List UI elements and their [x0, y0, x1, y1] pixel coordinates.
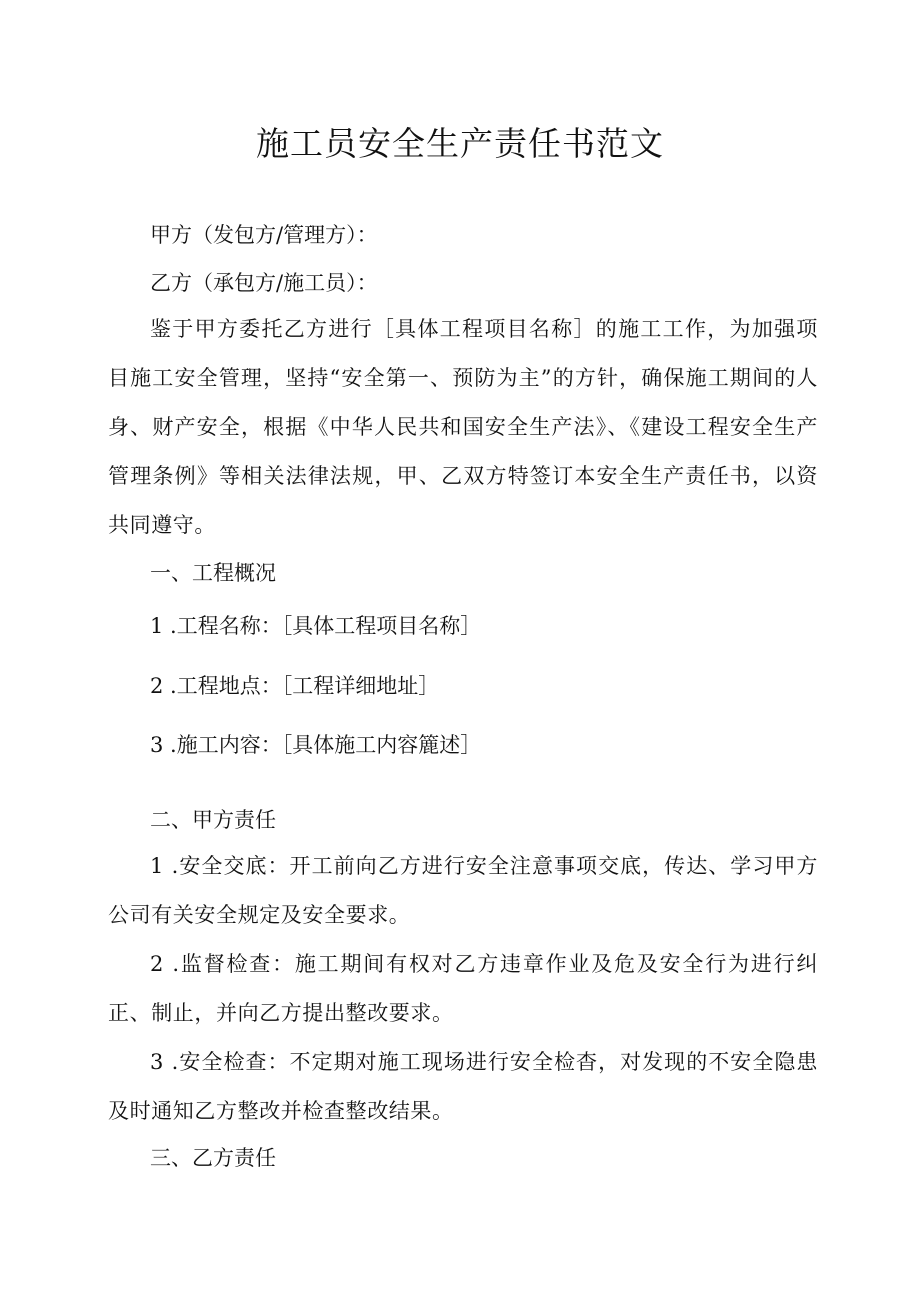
party-a-item-safety-briefing: 1 .安全交底：开工前向乙方进行安全注意事项交底，传达、学习甲方公司有关安全规定及安全要求。 [108, 854, 818, 927]
overview-item-project-name: 1 .工程名称：［具体工程项目名称］ [150, 614, 482, 638]
document-title: 施工员安全生产责任书范文 [256, 124, 664, 163]
party-a-item-supervision: 2 .监督检查：施工期间有权对乙方违章作业及危及安全行为进行纠正、制止，并向乙方提出整改要求。 [108, 952, 818, 1025]
overview-item-project-location: 2 .工程地点：［工程详细地址］ [150, 674, 440, 698]
party-a-item-safety-inspection: 3 .安全检查：不定期对施工现场进行安全检杳，对发现的不安全隐患及时通知乙方整改并检查整改结果。 [108, 1050, 818, 1123]
section-heading-party-a: 二、甲方责任 [150, 808, 276, 832]
party-a-line: 甲方（发包方/管理方）： [150, 223, 378, 247]
preamble-paragraph: 鉴于甲方委托乙方进行［具体工程项目名称］的施工工作，为加强项目施工安全管理，坚持“安全第一、预防为主”的方针，确保施工期间的人身、财产安全，根据《中华人民共和国安全生产法》、《建设工程安全生产管理条例》等相关法律法规，甲、乙双方特签订本安全生产责任书，以资共同遵守。 [108, 317, 818, 537]
section-heading-party-b: 三、乙方责任 [150, 1146, 276, 1170]
party-b-line: 乙方（承包方/施工员）： [150, 271, 378, 295]
section-heading-overview: 一、工程概况 [150, 561, 276, 585]
overview-item-construction-content: 3 .施工内容：［具体施工内容簏述］ [150, 733, 482, 757]
